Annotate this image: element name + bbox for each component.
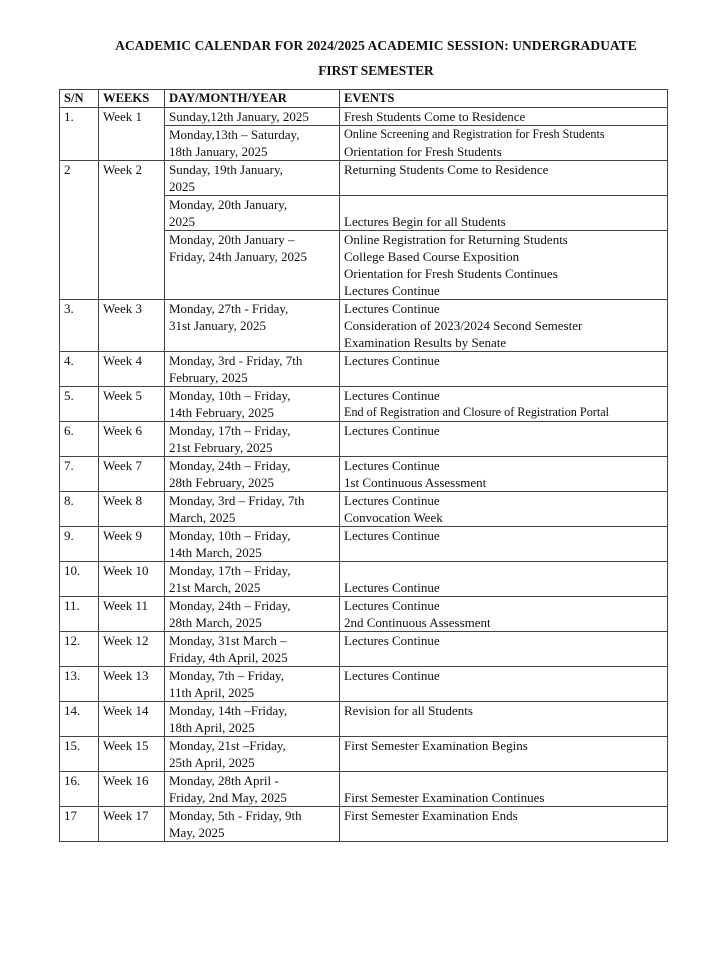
- cell-sn: 4.: [60, 352, 99, 387]
- cell-events: [340, 387, 668, 422]
- cell-week: Week 17: [99, 807, 165, 842]
- cell-events: [340, 632, 668, 667]
- event-line: Revision for all Students: [344, 703, 473, 718]
- cell-events: [340, 667, 668, 702]
- event-line: Lectures Continue: [344, 493, 440, 508]
- date-line: Friday, 4th April, 2025: [169, 650, 288, 665]
- date-line: Monday, 7th – Friday,: [169, 668, 284, 683]
- cell-events: [340, 702, 668, 737]
- date-line: Monday, 14th –Friday,: [169, 703, 288, 718]
- date-line: 18th January, 2025: [169, 144, 268, 159]
- date-line: March, 2025: [169, 510, 236, 525]
- event-line: [344, 196, 663, 213]
- event-line: Online Screening and Registration for Fresh Students: [344, 127, 605, 141]
- date-line: Monday, 10th – Friday,: [169, 388, 291, 403]
- table-row: [60, 632, 668, 667]
- event-line: Online Registration for Returning Students: [344, 232, 568, 247]
- header-weeks: WEEKS: [99, 90, 165, 108]
- event-line: Lectures Continue: [344, 301, 440, 316]
- date-line: 21st March, 2025: [169, 580, 261, 595]
- event-line: Returning Students Come to Residence: [344, 162, 549, 177]
- cell-sn: 5.: [60, 387, 99, 422]
- event-line: Lectures Continue: [344, 633, 440, 648]
- date-line: Monday, 24th – Friday,: [169, 458, 291, 473]
- cell-events: [340, 807, 668, 842]
- cell-week: Week 12: [99, 632, 165, 667]
- date-line: Friday, 24th January, 2025: [169, 249, 308, 264]
- cell-week: Week 16: [99, 772, 165, 807]
- cell-date: [165, 737, 340, 772]
- table-row: [60, 300, 668, 352]
- table-row: [60, 807, 668, 842]
- cell-date: [165, 597, 340, 632]
- date-line: 28th March, 2025: [169, 615, 262, 630]
- cell-date: [165, 457, 340, 492]
- cell-date: [165, 161, 340, 196]
- cell-week: Week 13: [99, 667, 165, 702]
- cell-events: [340, 108, 668, 126]
- table-row: [60, 667, 668, 702]
- date-line: Monday, 10th – Friday,: [169, 528, 291, 543]
- date-line: Monday, 20th January,: [169, 197, 288, 212]
- cell-sn: 1.: [60, 108, 99, 161]
- table-row: [60, 387, 668, 422]
- date-line: 14th March, 2025: [169, 545, 262, 560]
- event-line: Lectures Continue: [344, 598, 440, 613]
- cell-week: Week 6: [99, 422, 165, 457]
- cell-events: [340, 126, 668, 161]
- cell-events: [340, 562, 668, 597]
- cell-week: Week 11: [99, 597, 165, 632]
- cell-events: [340, 161, 668, 196]
- cell-sn: 8.: [60, 492, 99, 527]
- cell-week: Week 14: [99, 702, 165, 737]
- event-line: First Semester Examination Continues: [344, 790, 545, 805]
- cell-events: [340, 457, 668, 492]
- event-line: First Semester Examination Ends: [344, 808, 518, 823]
- event-line: Examination Results by Senate: [344, 335, 507, 350]
- table-row: [60, 597, 668, 632]
- table-row: [60, 702, 668, 737]
- table-row: [60, 527, 668, 562]
- event-line: 1st Continuous Assessment: [344, 475, 487, 490]
- date-line: 2025: [169, 179, 195, 194]
- event-line: Lectures Continue: [344, 458, 440, 473]
- document-subtitle: FIRST SEMESTER: [318, 63, 434, 78]
- event-line: College Based Course Exposition: [344, 249, 520, 264]
- cell-events: [340, 492, 668, 527]
- date-line: February, 2025: [169, 370, 248, 385]
- date-line: Monday, 20th January –: [169, 232, 295, 247]
- date-line: 28th February, 2025: [169, 475, 274, 490]
- header-date: DAY/MONTH/YEAR: [165, 90, 340, 108]
- cell-date: [165, 126, 340, 161]
- document-title: ACADEMIC CALENDAR FOR 2024/2025 ACADEMIC SESSION: UNDERGRADUATE: [115, 38, 637, 53]
- date-line: May, 2025: [169, 825, 225, 840]
- date-line: 25th April, 2025: [169, 755, 255, 770]
- cell-events: [340, 527, 668, 562]
- cell-week: Week 1: [99, 108, 165, 161]
- event-line: [344, 562, 663, 579]
- calendar-body: [60, 108, 668, 842]
- event-line: Orientation for Fresh Students Continues: [344, 266, 558, 281]
- event-line: Lectures Continue: [344, 580, 440, 595]
- cell-sn: 17: [60, 807, 99, 842]
- cell-date: [165, 772, 340, 807]
- event-line: Lectures Begin for all Students: [344, 214, 506, 229]
- cell-sn: 3.: [60, 300, 99, 352]
- date-line: Sunday,12th January, 2025: [169, 109, 309, 124]
- cell-events: [340, 737, 668, 772]
- table-row: [60, 108, 668, 126]
- date-line: 11th April, 2025: [169, 685, 255, 700]
- date-line: 2025: [169, 214, 195, 229]
- event-line: Fresh Students Come to Residence: [344, 109, 526, 124]
- table-row: [60, 492, 668, 527]
- table-row: [60, 737, 668, 772]
- cell-sn: 14.: [60, 702, 99, 737]
- cell-sn: 16.: [60, 772, 99, 807]
- date-line: Monday, 5th - Friday, 9th: [169, 808, 302, 823]
- event-line: Lectures Continue: [344, 528, 440, 543]
- calendar-table: [59, 89, 668, 842]
- date-line: Monday, 3rd - Friday, 7th: [169, 353, 303, 368]
- event-line: First Semester Examination Begins: [344, 738, 528, 753]
- table-row: [60, 457, 668, 492]
- table-row: [60, 161, 668, 196]
- cell-sn: 7.: [60, 457, 99, 492]
- cell-events: [340, 231, 668, 300]
- cell-sn: 13.: [60, 667, 99, 702]
- cell-sn: 10.: [60, 562, 99, 597]
- cell-events: [340, 422, 668, 457]
- date-line: Sunday, 19th January,: [169, 162, 283, 177]
- cell-week: Week 5: [99, 387, 165, 422]
- date-line: Friday, 2nd May, 2025: [169, 790, 287, 805]
- event-line: Lectures Continue: [344, 668, 440, 683]
- table-row: [60, 772, 668, 807]
- cell-sn: 11.: [60, 597, 99, 632]
- cell-date: [165, 632, 340, 667]
- cell-sn: 2: [60, 161, 99, 300]
- cell-week: Week 10: [99, 562, 165, 597]
- cell-date: [165, 387, 340, 422]
- cell-week: Week 4: [99, 352, 165, 387]
- cell-week: Week 9: [99, 527, 165, 562]
- event-line: [344, 772, 663, 789]
- cell-date: [165, 527, 340, 562]
- cell-date: [165, 807, 340, 842]
- header-events: EVENTS: [340, 90, 668, 108]
- event-line: 2nd Continuous Assessment: [344, 615, 491, 630]
- cell-events: [340, 597, 668, 632]
- cell-sn: 12.: [60, 632, 99, 667]
- cell-sn: 15.: [60, 737, 99, 772]
- cell-week: Week 8: [99, 492, 165, 527]
- table-row: [60, 562, 668, 597]
- event-line: Lectures Continue: [344, 423, 440, 438]
- cell-date: [165, 702, 340, 737]
- event-line: Orientation for Fresh Students: [344, 144, 502, 159]
- cell-date: [165, 300, 340, 352]
- table-header-row: [60, 90, 668, 108]
- cell-sn: 6.: [60, 422, 99, 457]
- cell-week: Week 15: [99, 737, 165, 772]
- cell-events: [340, 352, 668, 387]
- cell-date: [165, 108, 340, 126]
- cell-week: Week 2: [99, 161, 165, 300]
- date-line: Monday, 3rd – Friday, 7th: [169, 493, 305, 508]
- date-line: Monday, 24th – Friday,: [169, 598, 291, 613]
- date-line: Monday,13th – Saturday,: [169, 127, 300, 142]
- cell-date: [165, 352, 340, 387]
- cell-sn: 9.: [60, 527, 99, 562]
- event-line: Lectures Continue: [344, 388, 440, 403]
- table-row: [60, 422, 668, 457]
- date-line: 14th February, 2025: [169, 405, 274, 420]
- cell-week: Week 7: [99, 457, 165, 492]
- date-line: Monday, 17th – Friday,: [169, 423, 291, 438]
- date-line: Monday, 31st March –: [169, 633, 287, 648]
- cell-date: [165, 667, 340, 702]
- header-sn: S/N: [60, 90, 99, 108]
- date-line: Monday, 27th - Friday,: [169, 301, 289, 316]
- date-line: Monday, 28th April -: [169, 773, 279, 788]
- date-line: 18th April, 2025: [169, 720, 255, 735]
- event-line: Lectures Continue: [344, 283, 440, 298]
- cell-date: [165, 422, 340, 457]
- table-row: [60, 352, 668, 387]
- cell-date: [165, 562, 340, 597]
- date-line: 21st February, 2025: [169, 440, 273, 455]
- cell-date: [165, 196, 340, 231]
- cell-date: [165, 492, 340, 527]
- event-line: End of Registration and Closure of Registration Portal: [344, 405, 610, 419]
- date-line: Monday, 21st –Friday,: [169, 738, 286, 753]
- date-line: Monday, 17th – Friday,: [169, 563, 291, 578]
- cell-date: [165, 231, 340, 300]
- cell-week: Week 3: [99, 300, 165, 352]
- event-line: Convocation Week: [344, 510, 443, 525]
- event-line: Lectures Continue: [344, 353, 440, 368]
- date-line: 31st January, 2025: [169, 318, 267, 333]
- cell-events: [340, 772, 668, 807]
- cell-events: [340, 196, 668, 231]
- event-line: Consideration of 2023/2024 Second Semester: [344, 318, 583, 333]
- cell-events: [340, 300, 668, 352]
